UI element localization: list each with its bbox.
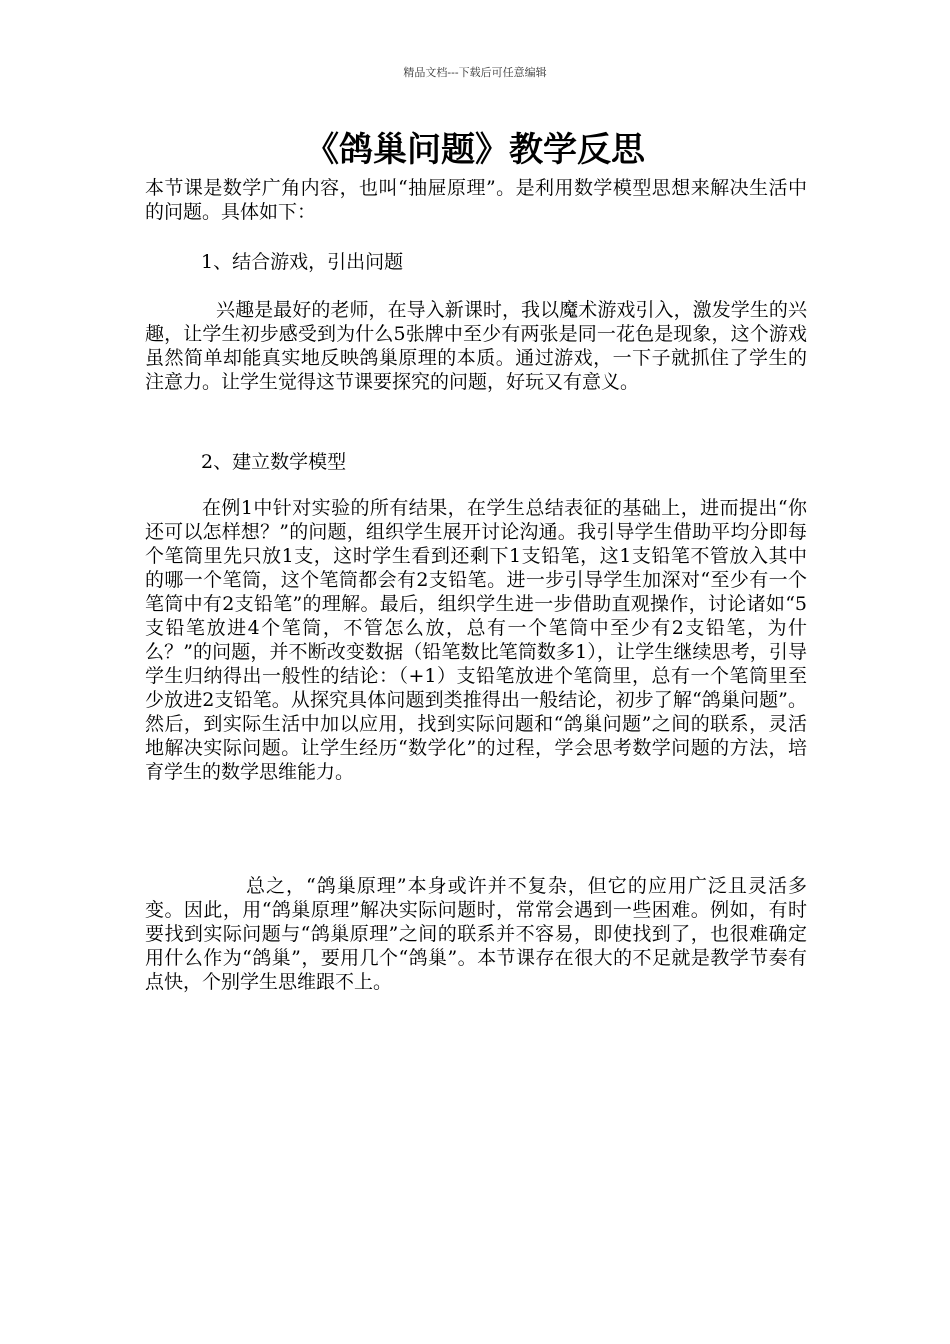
section-heading-2: 2、建立数学模型 bbox=[201, 451, 347, 473]
section-paragraph-1: 兴趣是最好的老师，在导入新课时，我以魔术游戏引入，激发学生的兴趣，让学生初步感受到为什么5张牌中至少有两张是同一花色是现象，这个游戏虽然简单却能真实地反映鸽巢原理的本质。通过游戏，一下子就抓住了学生的注意力。让学生觉得这节课要探究的问题，好玩又有意义。 bbox=[145, 299, 807, 393]
document-title: 《鸽巢问题》教学反思 bbox=[305, 130, 645, 170]
section-paragraph-2: 在例1中针对实验的所有结果，在学生总结表征的基础上，进而提出“你还可以怎样想？”的问题，组织学生展开讨论沟通。我引导学生借助平均分即每个笔筒里先只放1支，这时学生看到还剩下1支铅笔，这1支铅笔不管放入其中的哪一个笔筒，这个笔筒都会有2支铅笔。进一步引导学生加深对“至少有一个笔筒中有2支铅笔”的理解。最后，组织学生进一步借助直观操作，讨论诸如“5支铅笔放进4个笔筒，不管怎么放，总有一个笔筒中至少有2支铅笔，为什么？”的问题，并不断改变数据（铅笔数比笔筒数多1），让学生继续思考，引导学生归纳得出一般性的结论：（+1）支铅笔放进个笔筒里，总有一个笔筒里至少放进2支铅笔。从探究具体问题到类推得出一般结论，初步了解“鸽巢问题”。然后，到实际生活中加以应用，找到实际问题和“鸽巢问题”之间的联系，灵活地解决实际问题。让学生经历“数学化”的过程，学会思考数学问题的方法，培育学生的数学思维能力。 bbox=[145, 497, 807, 783]
intro-paragraph: 本节课是数学广角内容，也叫“抽屉原理”。是利用数学模型思想来解决生活中的问题。具体如下： bbox=[145, 177, 807, 223]
conclusion-paragraph: 总之，“鸽巢原理”本身或许并不复杂，但它的应用广泛且灵活多变。因此，用“鸽巢原理”解决实际问题时，常常会遇到一些困难。例如，有时要找到实际问题与“鸽巢原理”之间的联系并不容易，即使找到了，也很难确定用什么作为“鸽巢”，要用几个“鸽巢”。本节课存在很大的不足就是教学节奏有点快，个别学生思维跟不上。 bbox=[145, 875, 807, 993]
section-heading-1: 1、结合游戏，引出问题 bbox=[201, 251, 404, 273]
page-header: 精品文档---下载后可任意编辑 bbox=[403, 66, 547, 79]
